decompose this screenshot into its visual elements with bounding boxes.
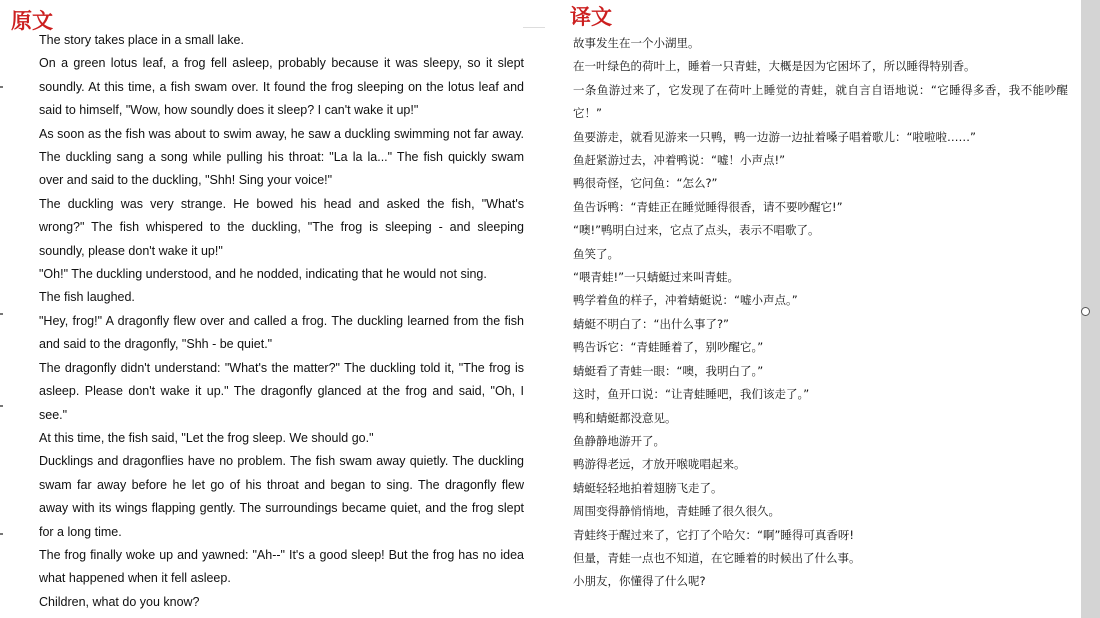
chinese-paragraph: 故事发生在一个小湖里。 xyxy=(573,36,700,50)
chinese-paragraph: 鸭学着鱼的样子，冲着蜻蜓说：“嘘小声点。” xyxy=(573,293,798,308)
chinese-column xyxy=(573,32,1068,594)
english-paragraph: "Hey, frog!" A dragonfly flew over and called a frog. The duckling learned from the fish and said to the dragonfly, "Shh - be quiet." xyxy=(39,313,524,352)
chinese-paragraph: 蜻蜓不明白了：“出什么事了?” xyxy=(573,316,730,331)
chinese-paragraph: 这时，鱼开口说：“让青蛙睡吧，我们该走了。” xyxy=(573,387,810,402)
chinese-paragraph: 鱼要游走，就看见游来一只鸭，鸭一边游一边扯着嗓子唱着歌儿：“啦啦啦……” xyxy=(573,129,976,144)
chinese-paragraph: 在一叶绿色的荷叶上，睡着一只青蛙，大概是因为它困坏了，所以睡得特别香。 xyxy=(573,59,976,74)
left-edge-marker xyxy=(0,86,3,88)
chinese-paragraph: 鱼告诉鸭：“青蛙正在睡觉睡得很香，请不要吵醒它!” xyxy=(573,199,843,214)
chinese-paragraph: 青蛙终于醒过来了，它打了个哈欠：“啊”睡得可真香呀! xyxy=(573,527,855,542)
english-paragraph: The dragonfly didn't understand: "What's the matter?" The duckling told it, "The frog is asleep. Please don't wake it up." The dragonfly glanced at the frog and said, "Oh, I see." xyxy=(39,360,524,422)
english-paragraph: "Oh!" The duckling understood, and he nodded, indicating that he would not sing. xyxy=(39,267,487,282)
english-paragraph: Children, what do you know? xyxy=(39,594,200,609)
chinese-paragraph: “喂青蛙!”一只蜻蜓过来叫青蛙。 xyxy=(573,270,740,285)
chinese-paragraph: 小朋友，你懂得了什么呢? xyxy=(573,574,706,589)
english-paragraph: The story takes place in a small lake. xyxy=(39,33,244,47)
chinese-paragraph: 蜻蜓看了青蛙一眼：“噢，我明白了。” xyxy=(573,363,764,378)
chinese-paragraph: 一条鱼游过来了，它发现了在荷叶上睡觉的青蛙，就自言自语地说：“它睡得多香，我不能吵醒它！” xyxy=(573,82,1068,121)
chinese-paragraph: 鱼赶紧游过去，冲着鸭说：“嘘！小声点!” xyxy=(573,153,786,168)
english-paragraph: On a green lotus leaf, a frog fell asleep, probably because it was sleepy, so it slept soundly. At this time, a fish swam over. It found the frog sleeping on the lotus leaf and said to himself, "Wow, how soundly does it sleep? I can't wake it up!" xyxy=(39,56,524,118)
left-edge-marker xyxy=(0,313,3,315)
chinese-paragraph: 鱼静静地游开了。 xyxy=(573,433,665,448)
chinese-paragraph: “噢!”鸭明白过来，它点了点头，表示不唱歌了。 xyxy=(573,223,820,238)
scroll-handle[interactable] xyxy=(1081,307,1090,316)
chinese-paragraph: 鱼笑了。 xyxy=(573,246,619,261)
english-paragraph: The frog finally woke up and yawned: "Ah--" It's a good sleep! But the frog has no idea what happened when it fell asleep. xyxy=(39,547,524,586)
chinese-paragraph: 鸭告诉它：“青蛙睡着了，别吵醒它。” xyxy=(573,340,764,355)
english-paragraph: As soon as the fish was about to swim away, he saw a duckling swimming not far away. The duckling sang a song while pulling his throat: "La la la..." The fish quickly swam over and said to the duckling, "Shh! Sing your voice!" xyxy=(39,126,524,188)
english-paragraph: The duckling was very strange. He bowed his head and asked the fish, "What's wrong?" The fish whispered to the duckling, "The frog is sleeping - and sleeping soundly, please don't wake it up!" xyxy=(39,196,524,258)
english-paragraph: At this time, the fish said, "Let the frog sleep. We should go." xyxy=(39,430,374,445)
english-column xyxy=(39,29,524,614)
translation-heading: 译文 xyxy=(570,5,612,29)
english-paragraph: Ducklings and dragonflies have no problem. The fish swam away quietly. The duckling swam far away before he let go of his throat and began to sing. The dragonfly flew away with its wings flapping gently. The surroundings became quiet, and the frog slept for a long time. xyxy=(39,454,524,539)
chinese-paragraph: 蜻蜓轻轻地拍着翅膀飞走了。 xyxy=(573,480,723,495)
original-text-heading: 原文 xyxy=(11,9,53,33)
chinese-paragraph: 鸭和蜻蜓都没意见。 xyxy=(573,410,677,425)
left-edge-marker xyxy=(0,405,3,407)
left-edge-marker xyxy=(0,533,3,535)
chinese-paragraph: 鸭游得老远，才放开喉咙唱起来。 xyxy=(573,457,746,472)
chinese-paragraph: 但量，青蛙一点也不知道，在它睡着的时候出了什么事。 xyxy=(573,550,861,565)
top-divider xyxy=(523,27,545,28)
chinese-paragraph: 周围变得静悄悄地，青蛙睡了很久很久。 xyxy=(573,504,780,519)
english-paragraph: The fish laughed. xyxy=(39,290,135,305)
chinese-paragraph: 鸭很奇怪，它问鱼：“怎么?” xyxy=(573,176,718,191)
